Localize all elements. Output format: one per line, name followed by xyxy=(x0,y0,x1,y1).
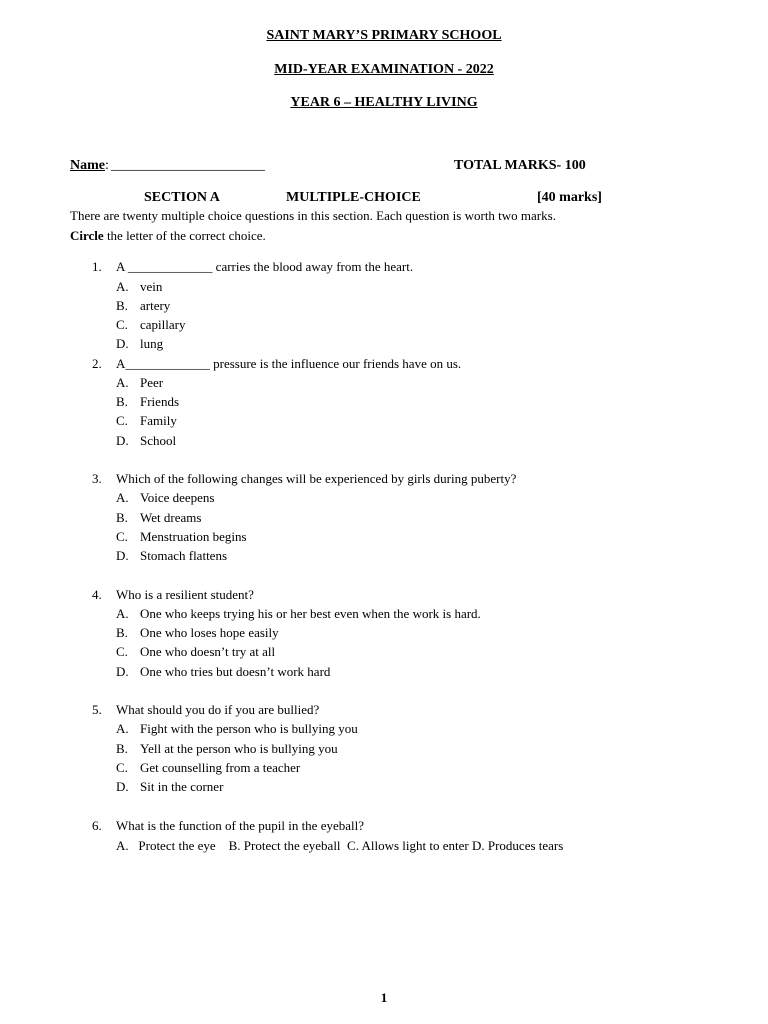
option-letter: C. xyxy=(116,413,128,428)
option-letter: A. xyxy=(116,375,129,390)
option-4d[interactable] xyxy=(116,664,330,680)
option-letter: D. xyxy=(116,664,129,679)
option-1b[interactable] xyxy=(116,298,170,314)
option-3b[interactable] xyxy=(116,510,201,526)
question-text: A_____________ pressure is the influence our friends have on us. xyxy=(116,356,462,371)
option-2c[interactable] xyxy=(116,413,177,429)
option-letter: D. xyxy=(116,779,129,794)
name-label: Name xyxy=(70,158,105,173)
question-number: 6. xyxy=(92,818,102,833)
option-letter: B. xyxy=(116,298,128,313)
option-1a[interactable] xyxy=(116,279,162,295)
name-row xyxy=(70,158,710,174)
option-text: One who tries but doesn’t work hard xyxy=(140,664,331,679)
option-text: Voice deepens xyxy=(140,490,215,505)
option-3a[interactable] xyxy=(116,490,214,506)
instructions-line-1: There are twenty multiple choice questions in this section. Each question is worth two marks. xyxy=(70,208,556,223)
option-text: Stomach flattens xyxy=(140,548,228,563)
total-marks: TOTAL MARKS- 100 xyxy=(454,158,586,173)
option-4a[interactable] xyxy=(116,606,481,622)
name-field[interactable]: ______________________ xyxy=(110,158,265,173)
option-text: Wet dreams xyxy=(140,510,202,525)
question-number: 1. xyxy=(92,259,102,274)
question-text: Who is a resilient student? xyxy=(116,587,254,602)
option-text: Sit in the corner xyxy=(140,779,224,794)
option-text: Fight with the person who is bullying you xyxy=(140,721,358,736)
option-text: Yell at the person who is bullying you xyxy=(140,741,338,756)
option-text: Friends xyxy=(140,394,179,409)
option-letter: D. xyxy=(116,336,129,351)
question-text: What is the function of the pupil in the eyeball? xyxy=(116,818,365,833)
option-letter: B. xyxy=(116,625,128,640)
subject-title: YEAR 6 – HEALTHY LIVING xyxy=(290,95,478,110)
question-text: Which of the following changes will be experienced by girls during puberty? xyxy=(116,471,517,486)
option-letter: C. xyxy=(116,529,128,544)
option-letter: B. xyxy=(116,510,128,525)
instructions-rest: the letter of the correct choice. xyxy=(103,228,266,243)
option-text: Family xyxy=(140,413,177,428)
option-text: One who loses hope easily xyxy=(140,625,279,640)
question-number: 2. xyxy=(92,356,102,371)
option-3c[interactable] xyxy=(116,529,247,545)
option-5b[interactable] xyxy=(116,741,338,757)
option-1c[interactable] xyxy=(116,317,185,333)
instructions-line-2 xyxy=(70,228,720,244)
option-text: Peer xyxy=(140,375,164,390)
question-number: 4. xyxy=(92,587,102,602)
option-letter: D. xyxy=(116,548,129,563)
option-letter: C. xyxy=(116,317,128,332)
option-5a[interactable] xyxy=(116,721,358,737)
name-colon: : xyxy=(105,158,109,173)
option-letter: A. xyxy=(116,490,129,505)
option-letter: A. xyxy=(116,721,129,736)
question-text: What should you do if you are bullied? xyxy=(116,702,320,717)
question-6-options[interactable]: A. Protect the eye B. Protect the eyeball C. Allows light to enter D. Produces tears xyxy=(116,838,564,853)
option-2d[interactable] xyxy=(116,433,176,449)
option-text: Menstruation begins xyxy=(140,529,247,544)
option-1d[interactable] xyxy=(116,336,163,352)
option-text: One who keeps trying his or her best even when the work is hard. xyxy=(140,606,481,621)
school-title: SAINT MARY’S PRIMARY SCHOOL xyxy=(266,28,502,43)
section-label: SECTION A xyxy=(144,190,220,205)
option-4c[interactable] xyxy=(116,644,275,660)
question-number: 5. xyxy=(92,702,102,717)
option-text: One who doesn’t try at all xyxy=(140,644,276,659)
option-text: capillary xyxy=(140,317,186,332)
option-5c[interactable] xyxy=(116,760,300,776)
question-text: A _____________ carries the blood away from the heart. xyxy=(116,259,414,274)
option-text: Get counselling from a teacher xyxy=(140,760,301,775)
option-letter: C. xyxy=(116,760,128,775)
option-text: School xyxy=(140,433,177,448)
option-4b[interactable] xyxy=(116,625,279,641)
option-5d[interactable] xyxy=(116,779,223,795)
page-number: 1 xyxy=(380,990,388,1005)
section-marks: [40 marks] xyxy=(537,190,602,205)
option-2b[interactable] xyxy=(116,394,179,410)
option-letter: A. xyxy=(116,606,129,621)
option-letter: D. xyxy=(116,433,129,448)
exam-title: MID-YEAR EXAMINATION - 2022 xyxy=(274,62,494,77)
option-text: lung xyxy=(140,336,164,351)
option-text: vein xyxy=(140,279,163,294)
option-2a[interactable] xyxy=(116,375,163,391)
question-number: 3. xyxy=(92,471,102,486)
section-type: MULTIPLE-CHOICE xyxy=(286,190,421,205)
option-3d[interactable] xyxy=(116,548,227,564)
option-letter: B. xyxy=(116,741,128,756)
circle-word: Circle xyxy=(70,228,104,243)
option-letter: C. xyxy=(116,644,128,659)
option-letter: B. xyxy=(116,394,128,409)
option-text: artery xyxy=(140,298,171,313)
option-letter: A. xyxy=(116,279,129,294)
